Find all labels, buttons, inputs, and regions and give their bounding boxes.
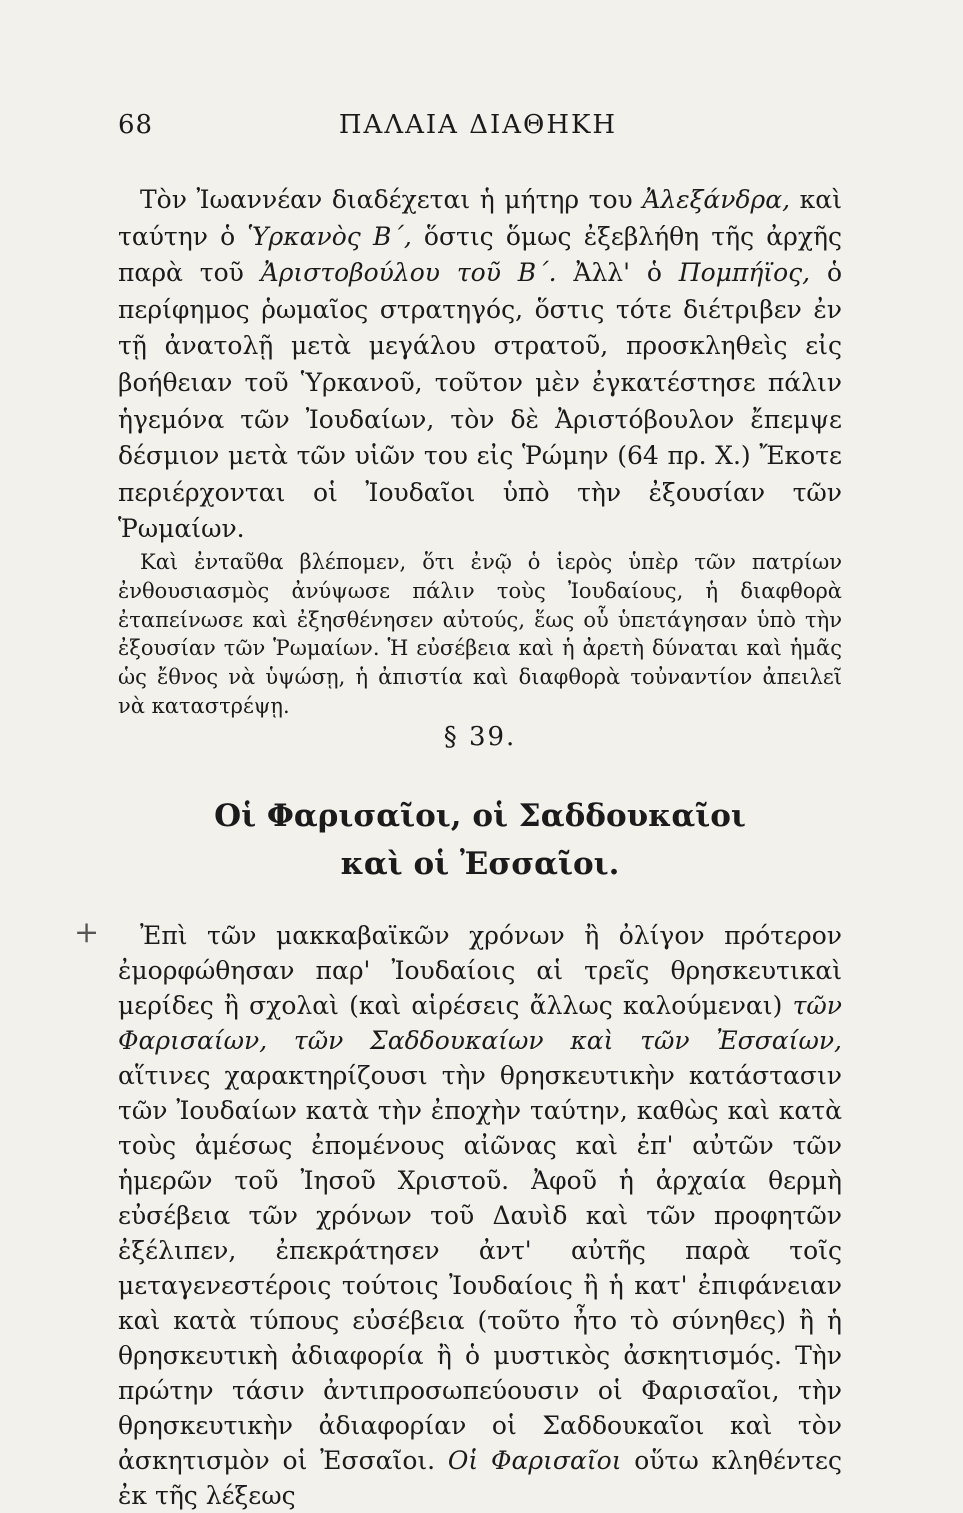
paragraph-1 — [118, 182, 842, 548]
section-title-line-2: καὶ οἱ Ἐσσαῖοι. — [340, 846, 620, 882]
italic-sect-names: τῶν Φαρισαίων, τῶν Σαδδουκαίων καὶ τῶν Ἐσσαίων, — [118, 991, 842, 1055]
italic-name-hyrcanus: Ὑρκανὸς Β΄, — [247, 221, 412, 251]
section-number: § 39. — [443, 722, 517, 752]
paragraph-3-text — [118, 918, 842, 1513]
text-run: οὕτω κληθέντες ἐκ τῆς λέξεως — [118, 1446, 842, 1510]
text-run: Ἐπὶ τῶν μακκαβαϊκῶν χρόνων ἢ ὀλίγον πρότερον ἐμορφώθησαν παρ' Ἰουδαίοις αἱ τρεῖς θρησκευτικαὶ μερίδες ἢ σχολαὶ (καὶ αἱρέσεις ἄλλως καλούμεναι) — [118, 921, 842, 1020]
italic-name-alexandra: Ἀλεξάνδρα, — [642, 185, 791, 214]
page-header — [118, 110, 838, 150]
text-run: Ἀλλ' ὁ — [556, 258, 679, 288]
section-title-line-1: Οἱ Φαρισαῖοι, οἱ Σαδδουκαῖοι — [214, 798, 746, 834]
italic-name-aristobulus: Ἀριστοβούλου τοῦ Β΄. — [260, 258, 557, 288]
paragraph-2 — [118, 548, 842, 721]
running-title: ΠΑΛΑΙΑ ΔΙΑΘΗΚΗ — [338, 110, 618, 140]
section-title — [118, 792, 842, 888]
italic-name-pompey: Πομπήϊος, — [678, 258, 811, 288]
page-number: 68 — [118, 110, 154, 140]
margin-pencil-mark: + — [74, 915, 100, 950]
text-run: ὁ περίφημος ῥωμαῖος στρατηγός, ὅστις τότε διέτριβεν ἐν τῇ ἀνατολῇ μετὰ μεγάλου στρατοῦ, προσκληθεὶς εἰς βοήθειαν τοῦ Ὑρκανοῦ, τοῦτον μὲν ἐγκατέστησε πάλιν ἡγεμόνα τῶν Ἰουδαίων, τὸν δὲ Ἀριστόβουλον ἔπεμψε δέσμιον μετὰ τῶν υἱῶν του εἰς Ῥώμην (64 πρ. Χ.) Ἔκοτε περιέρχονται οἱ Ἰουδαῖοι ὑπὸ τὴν ἐξουσίαν τῶν Ῥωμαίων. — [118, 258, 842, 544]
text-run: ὅστις ὅμως ἐξεβλήθη τῆς ἀρχῆς παρὰ τοῦ — [118, 221, 842, 288]
italic-pharisees: Οἱ Φαρισαῖοι — [447, 1446, 622, 1475]
text-run: αἵτινες χαρακτηρίζουσι τὴν θρησκευτικὴν κατάστασιν τῶν Ἰουδαίων κατὰ τὴν ἐποχὴν ταύτην, καθὼς καὶ κατὰ τοὺς ἀμέσως ἐπομένους αἰῶνας καὶ ἐπ' αὐτῶν τῶν ἡμερῶν τοῦ Ἰησοῦ Χριστοῦ. Ἀφοῦ ἡ ἀρχαία θερμὴ εὐσέβεια τῶν χρόνων τοῦ Δαυὶδ καὶ τῶν προφητῶν ἐξέλιπεν, ἐπεκράτησεν ἀντ' αὐτῆς παρὰ τοῖς μεταγενεστέροις τούτοις Ἰουδαίοις ἢ ἡ κατ' ἐπιφάνειαν καὶ κατὰ τύπους εὐσέβεια (τοῦτο ἦτο τὸ σύνηθες) ἢ ἡ θρησκευτικὴ ἀδιαφορία ἢ ὁ μυστικὸς ἀσκητισμός. Τὴν πρώτην τάσιν ἀντιπροσωπεύουσιν οἱ Φαρισαῖοι, τὴν θρησκευτικὴν ἀδιαφορίαν οἱ Σαδδουκαῖοι καὶ τὸν ἀσκητισμὸν οἱ Ἐσσαῖοι. — [118, 1061, 842, 1475]
text-run: Τὸν Ἰωαννέαν διαδέχεται ἡ μήτηρ του — [140, 185, 643, 214]
text-run: καὶ ταύτην ὁ — [118, 185, 842, 251]
paragraph-2-text: Καὶ ἐνταῦθα βλέπομεν, ὅτι ἐνῷ ὁ ἱερὸς ὑπὲρ τῶν πατρίων ἐνθουσιασμὸς ἀνύψωσε πάλιν τοὺς Ἰουδαίους, ἡ διαφθορὰ ἐταπείνωσε καὶ ἐξησθένησεν αὐτούς, ἕως οὗ ὑπετάγησαν ὑπὸ τὴν ἐξουσίαν τῶν Ῥωμαίων. Ἡ εὐσέβεια καὶ ἡ ἀρετὴ δύναται καὶ ἡμᾶς ὡς ἔθνος νὰ ὑψώσῃ, ἡ ἀπιστία καὶ διαφθορὰ τοὐναντίον ἀπειλεῖ νὰ καταστρέψῃ. — [118, 550, 842, 718]
paragraph-3 — [118, 918, 842, 1513]
paragraph-1-text — [118, 182, 842, 548]
